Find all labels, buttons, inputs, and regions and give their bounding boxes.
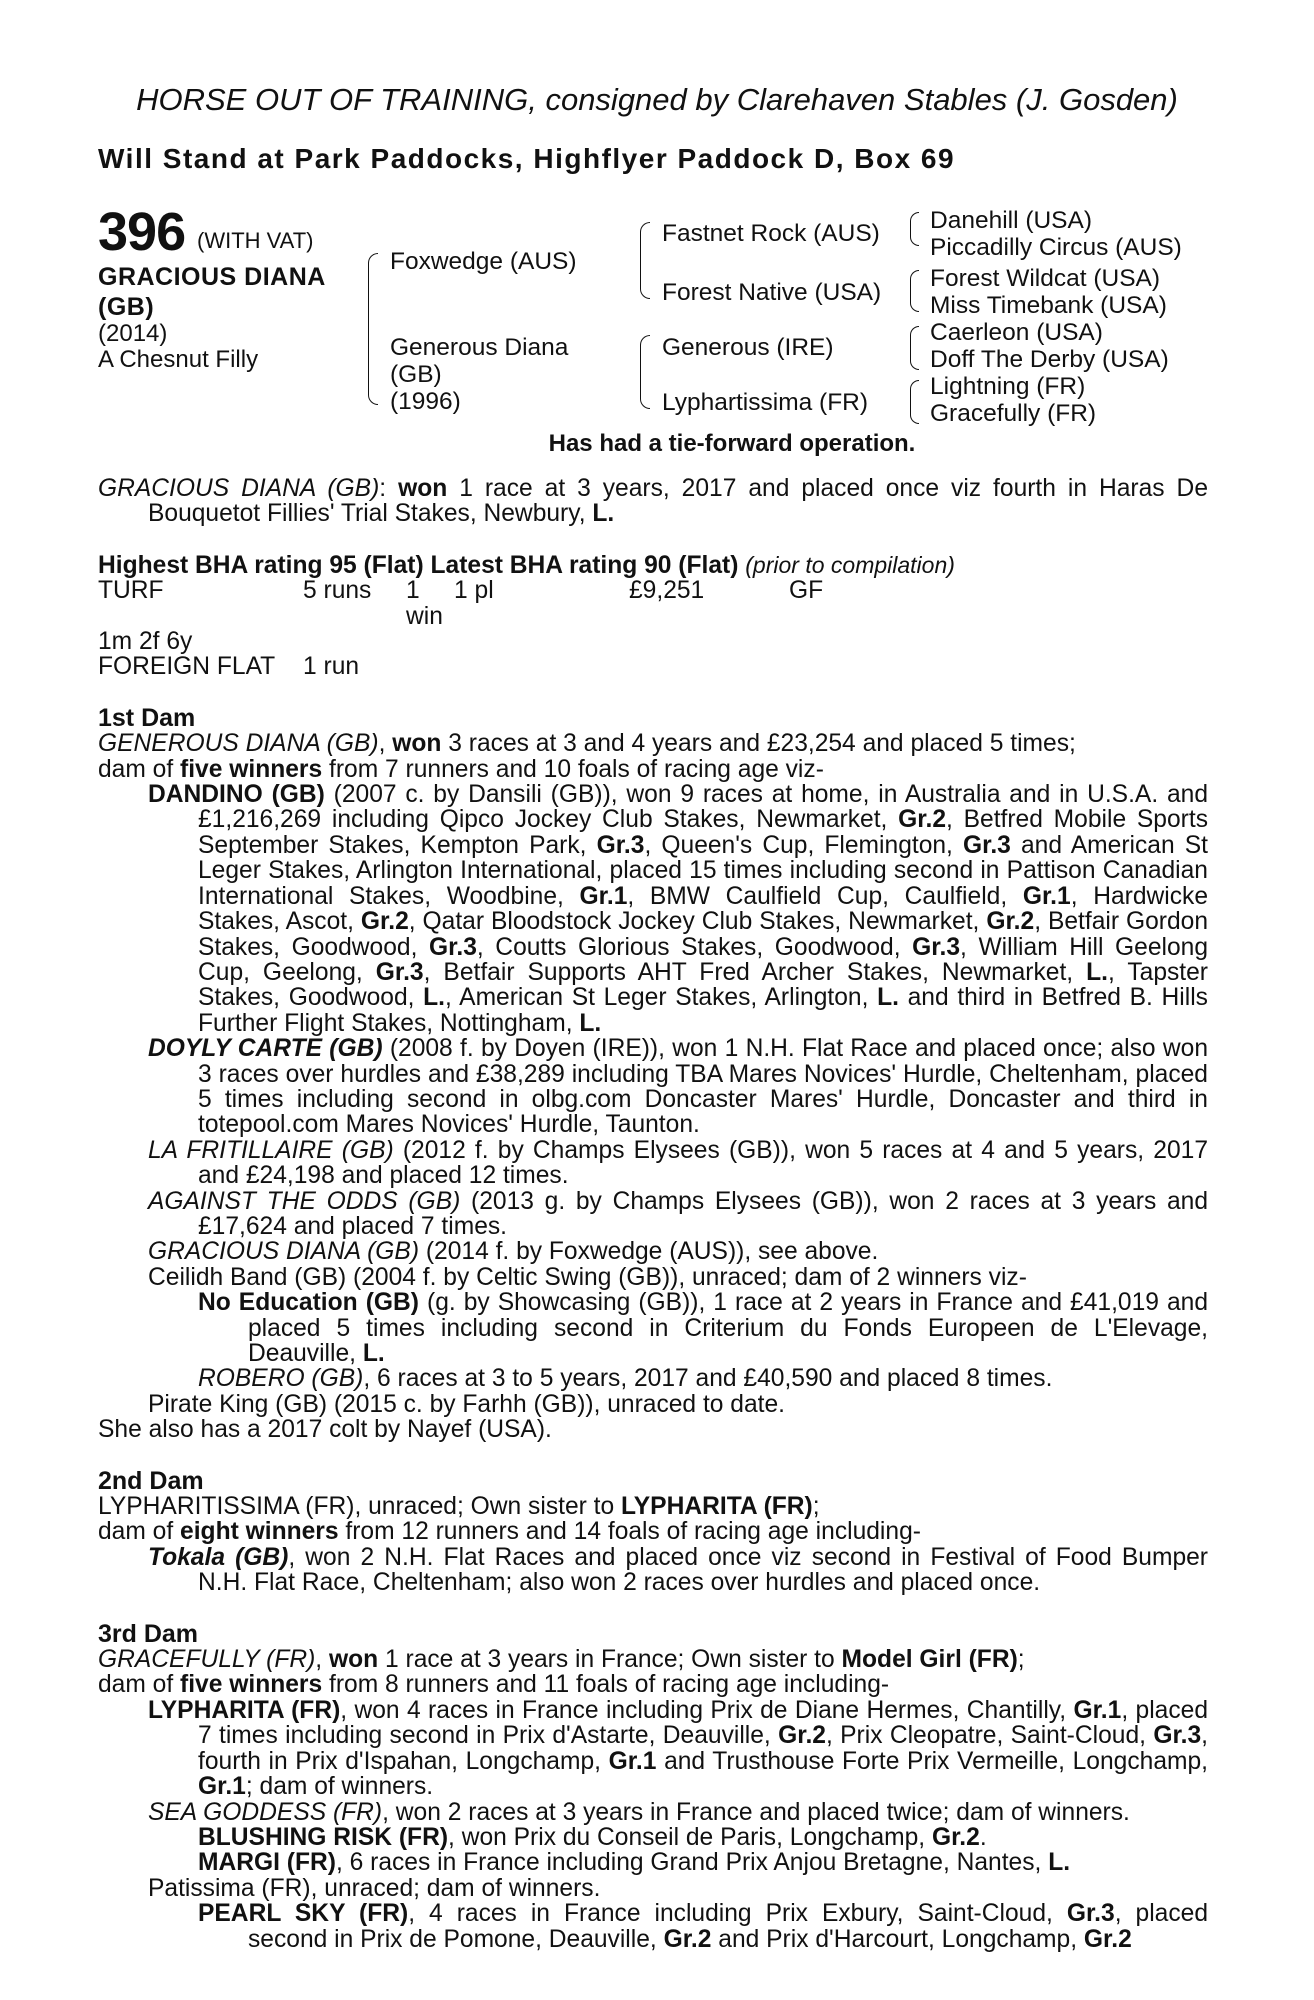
progeny-entry: Tokala (GB), won 2 N.H. Flat Races and placed once viz second in Festival of Food Bumper N.H. Flat Race, Cheltenham; also won 2 races over hurdles and placed once. — [148, 1543, 1208, 1597]
tie-forward-note: Has had a tie-forward operation. — [548, 430, 916, 457]
also-note: She also has a 2017 colt by Nayef (USA). — [98, 1416, 552, 1444]
pedigree-brace-sd — [910, 270, 919, 312]
progeny-entry: ROBERO (GB), 6 races at 3 to 5 years, 2017 and £40,590 and placed 8 times. — [198, 1365, 1053, 1393]
first-dam-produce: dam of five winners from 7 runners and 10 foals of racing age viz- — [98, 755, 824, 783]
pedigree-sire: Foxwedge (AUS) — [390, 248, 577, 275]
third-dam-line: GRACEFULLY (FR), won 1 race at 3 years in France; Own sister to Model Girl (FR); — [98, 1646, 1025, 1674]
progeny-entry: AGAINST THE ODDS (GB) (2013 g. by Champs Elysees (GB)), won 2 races at 3 years and £17,624 and placed 7 times. — [148, 1187, 1209, 1240]
progeny-entry: MARGI (FR), 6 races in France including Grand Prix Anjou Bretagne, Nantes, L. — [198, 1849, 1071, 1877]
first-dam-heading: 1st Dam — [98, 703, 196, 732]
first-dam-line: GENEROUS DIANA (GB), won 3 races at 3 and 4 years and £23,254 and placed 5 times; — [98, 730, 1076, 758]
progeny-entry: DOYLY CARTE (GB) (2008 f. by Doyen (IRE)), won 1 N.H. Flat Race and placed once; also won 3 races over hurdles and £38,289 including TBA Mares Novices' Hurdle, Cheltenham, placed 5 times including second in olbg.com Doncaster Mares' Hurdle, Doncaster and third in totepool.com Mares Novices' Hurdle, Taunton. — [148, 1035, 1209, 1139]
pedigree-sss: Danehill (USA) — [930, 207, 1093, 234]
pedigree-brace-sire — [640, 222, 650, 299]
pedigree-dam-line2: (GB) — [390, 361, 442, 388]
pedigree-dds: Lightning (FR) — [930, 373, 1086, 400]
progeny-entry: Ceilidh Band (GB) (2004 f. by Celtic Swing (GB)), unraced; dam of 2 winners viz- — [148, 1263, 1027, 1291]
rating-line: Highest BHA rating 95 (Flat) Latest BHA rating 90 (Flat) (prior to compilation) — [98, 551, 955, 579]
horse-description: A Chesnut Filly — [98, 346, 259, 373]
pedigree-dam-year: (1996) — [390, 388, 461, 415]
pedigree-sdd: Miss Timebank (USA) — [930, 292, 1167, 319]
race-record-row: FOREIGN FLAT 1 run — [98, 653, 360, 681]
pedigree-brace-dam — [640, 335, 650, 409]
progeny-entry: SEA GODDESS (FR), won 2 races at 3 years in France and placed twice; dam of winners. — [148, 1798, 1130, 1826]
race-record-row: TURF 5 runs 1 win 1 pl £9,251 GF 1m 2f 6y — [98, 577, 824, 656]
pedigree-dss: Caerleon (USA) — [930, 319, 1103, 346]
pedigree-sire-dam: Forest Native (USA) — [662, 279, 882, 306]
horse-name-line1: GRACIOUS DIANA — [98, 263, 326, 291]
progeny-entry: PEARL SKY (FR), 4 races in France including Prix Exbury, Saint-Cloud, Gr.3, placed second in Prix de Pomone, Deauville, Gr.2 and Prix d'Harcourt, Longchamp, Gr.2 — [198, 1900, 1209, 1953]
pedigree-ssd: Piccadilly Circus (AUS) — [930, 234, 1182, 261]
third-dam-heading: 3rd Dam — [98, 1619, 199, 1648]
second-dam-produce: dam of eight winners from 12 runners and 14 foals of racing age including- — [98, 1518, 921, 1546]
horse-name — [98, 262, 326, 322]
pedigree-dam-sire: Generous (IRE) — [662, 334, 834, 361]
progeny-entry: LA FRITILLAIRE (GB) (2012 f. by Champs Elysees (GB)), won 5 races at 4 and 5 years, 2017 and £24,198 and placed 12 times. — [148, 1136, 1208, 1190]
pedigree-ddd: Gracefully (FR) — [930, 400, 1097, 427]
pedigree-dam-dam: Lyphartissima (FR) — [662, 389, 869, 416]
catalogue-body — [98, 476, 1208, 1952]
third-dam-produce: dam of five winners from 8 runners and 11 foals of racing age including- — [98, 1671, 890, 1699]
pedigree-brace-dd — [910, 380, 919, 424]
progeny-entry: BLUSHING RISK (FR), won Prix du Conseil de Paris, Longchamp, Gr.2. — [198, 1823, 987, 1851]
progeny-entry: Patissima (FR), unraced; dam of winners. — [148, 1874, 601, 1902]
race-summary: GRACIOUS DIANA (GB): won 1 race at 3 years, 2017 and placed once viz fourth in Haras De Bouquetot Fillies' Trial Stakes, Newbury, L. — [98, 475, 1208, 528]
progeny-entry: DANDINO (GB) (2007 c. by Dansili (GB)), won 9 races at home, in Australia and in U.S.A. and £1,216,269 including Qipco Jockey Club Stakes, Newmarket, Gr.2, Betfred Mobile Sports September Stakes, Kempton Park, Gr.3, Queen's Cup, Flemington, Gr.3 and American St Leger Stakes, Arlington International, placed 15 times including second in Pattison Canadian International Stakes, Woodbine, Gr.1, BMW Caulfield Cup, Caulfield, Gr.1, Hardwicke Stakes, Ascot, Gr.2, Qatar Bloodstock Jockey Club Stakes, Newmarket, Gr.2, Betfair Gordon Stakes, Goodwood, Gr.3, Coutts Glorious Stakes, Goodwood, Gr.3, William Hill Geelong Cup, Geelong, Gr.3, Betfair Supports AHT Fred Archer Stakes, Newmarket, L., Tapster Stakes, Goodwood, L., American St Leger Stakes, Arlington, L. and third in Betfred B. Hills Further Flight Stakes, Nottingham, L. — [148, 781, 1209, 1037]
horse-name-line2: (GB) — [98, 293, 155, 321]
progeny-entry: Pirate King (GB) (2015 c. by Farhh (GB)), unraced to date. — [148, 1390, 785, 1418]
page-title: HORSE OUT OF TRAINING, consigned by Clarehaven Stables (J. Gosden) — [136, 82, 1178, 117]
pedigree-dam-line1: Generous Diana — [390, 334, 569, 361]
pedigree-dsd: Doff The Derby (USA) — [930, 346, 1169, 373]
second-dam-line: LYPHARITISSIMA (FR), unraced; Own sister to LYPHARITA (FR); — [98, 1493, 820, 1521]
pedigree-brace-ds — [910, 326, 919, 370]
stand-location: Will Stand at Park Paddocks, Highflyer Paddock D, Box 69 — [98, 143, 956, 174]
pedigree-sire-sire: Fastnet Rock (AUS) — [662, 220, 880, 247]
progeny-entry: GRACIOUS DIANA (GB) (2014 f. by Foxwedge (AUS)), see above. — [148, 1238, 879, 1266]
second-dam-heading: 2nd Dam — [98, 1466, 204, 1495]
lot-number: 396 — [98, 202, 186, 262]
vat-label: (WITH VAT) — [197, 228, 314, 253]
progeny-entry: No Education (GB) (g. by Showcasing (GB)), 1 race at 2 years in France and £41,019 and placed 5 times including second in Criterium du Fonds Europeen de L'Elevage, Deauville, L. — [198, 1289, 1208, 1367]
pedigree-brace-gen1 — [368, 253, 378, 405]
progeny-entry: LYPHARITA (FR), won 4 races in France including Prix de Diane Hermes, Chantilly, Gr.1, placed 7 times including second in Prix d'Astarte, Deauville, Gr.2, Prix Cleopatre, Saint-Cloud, Gr.3, fourth in Prix d'Ispahan, Longchamp, Gr.1 and Trusthouse Forte Prix Vermeille, Longchamp, Gr.1; dam of winners. — [148, 1696, 1209, 1801]
foaling-year: (2014) — [98, 320, 168, 347]
pedigree-sds: Forest Wildcat (USA) — [930, 265, 1161, 292]
pedigree-brace-ss — [910, 212, 919, 246]
